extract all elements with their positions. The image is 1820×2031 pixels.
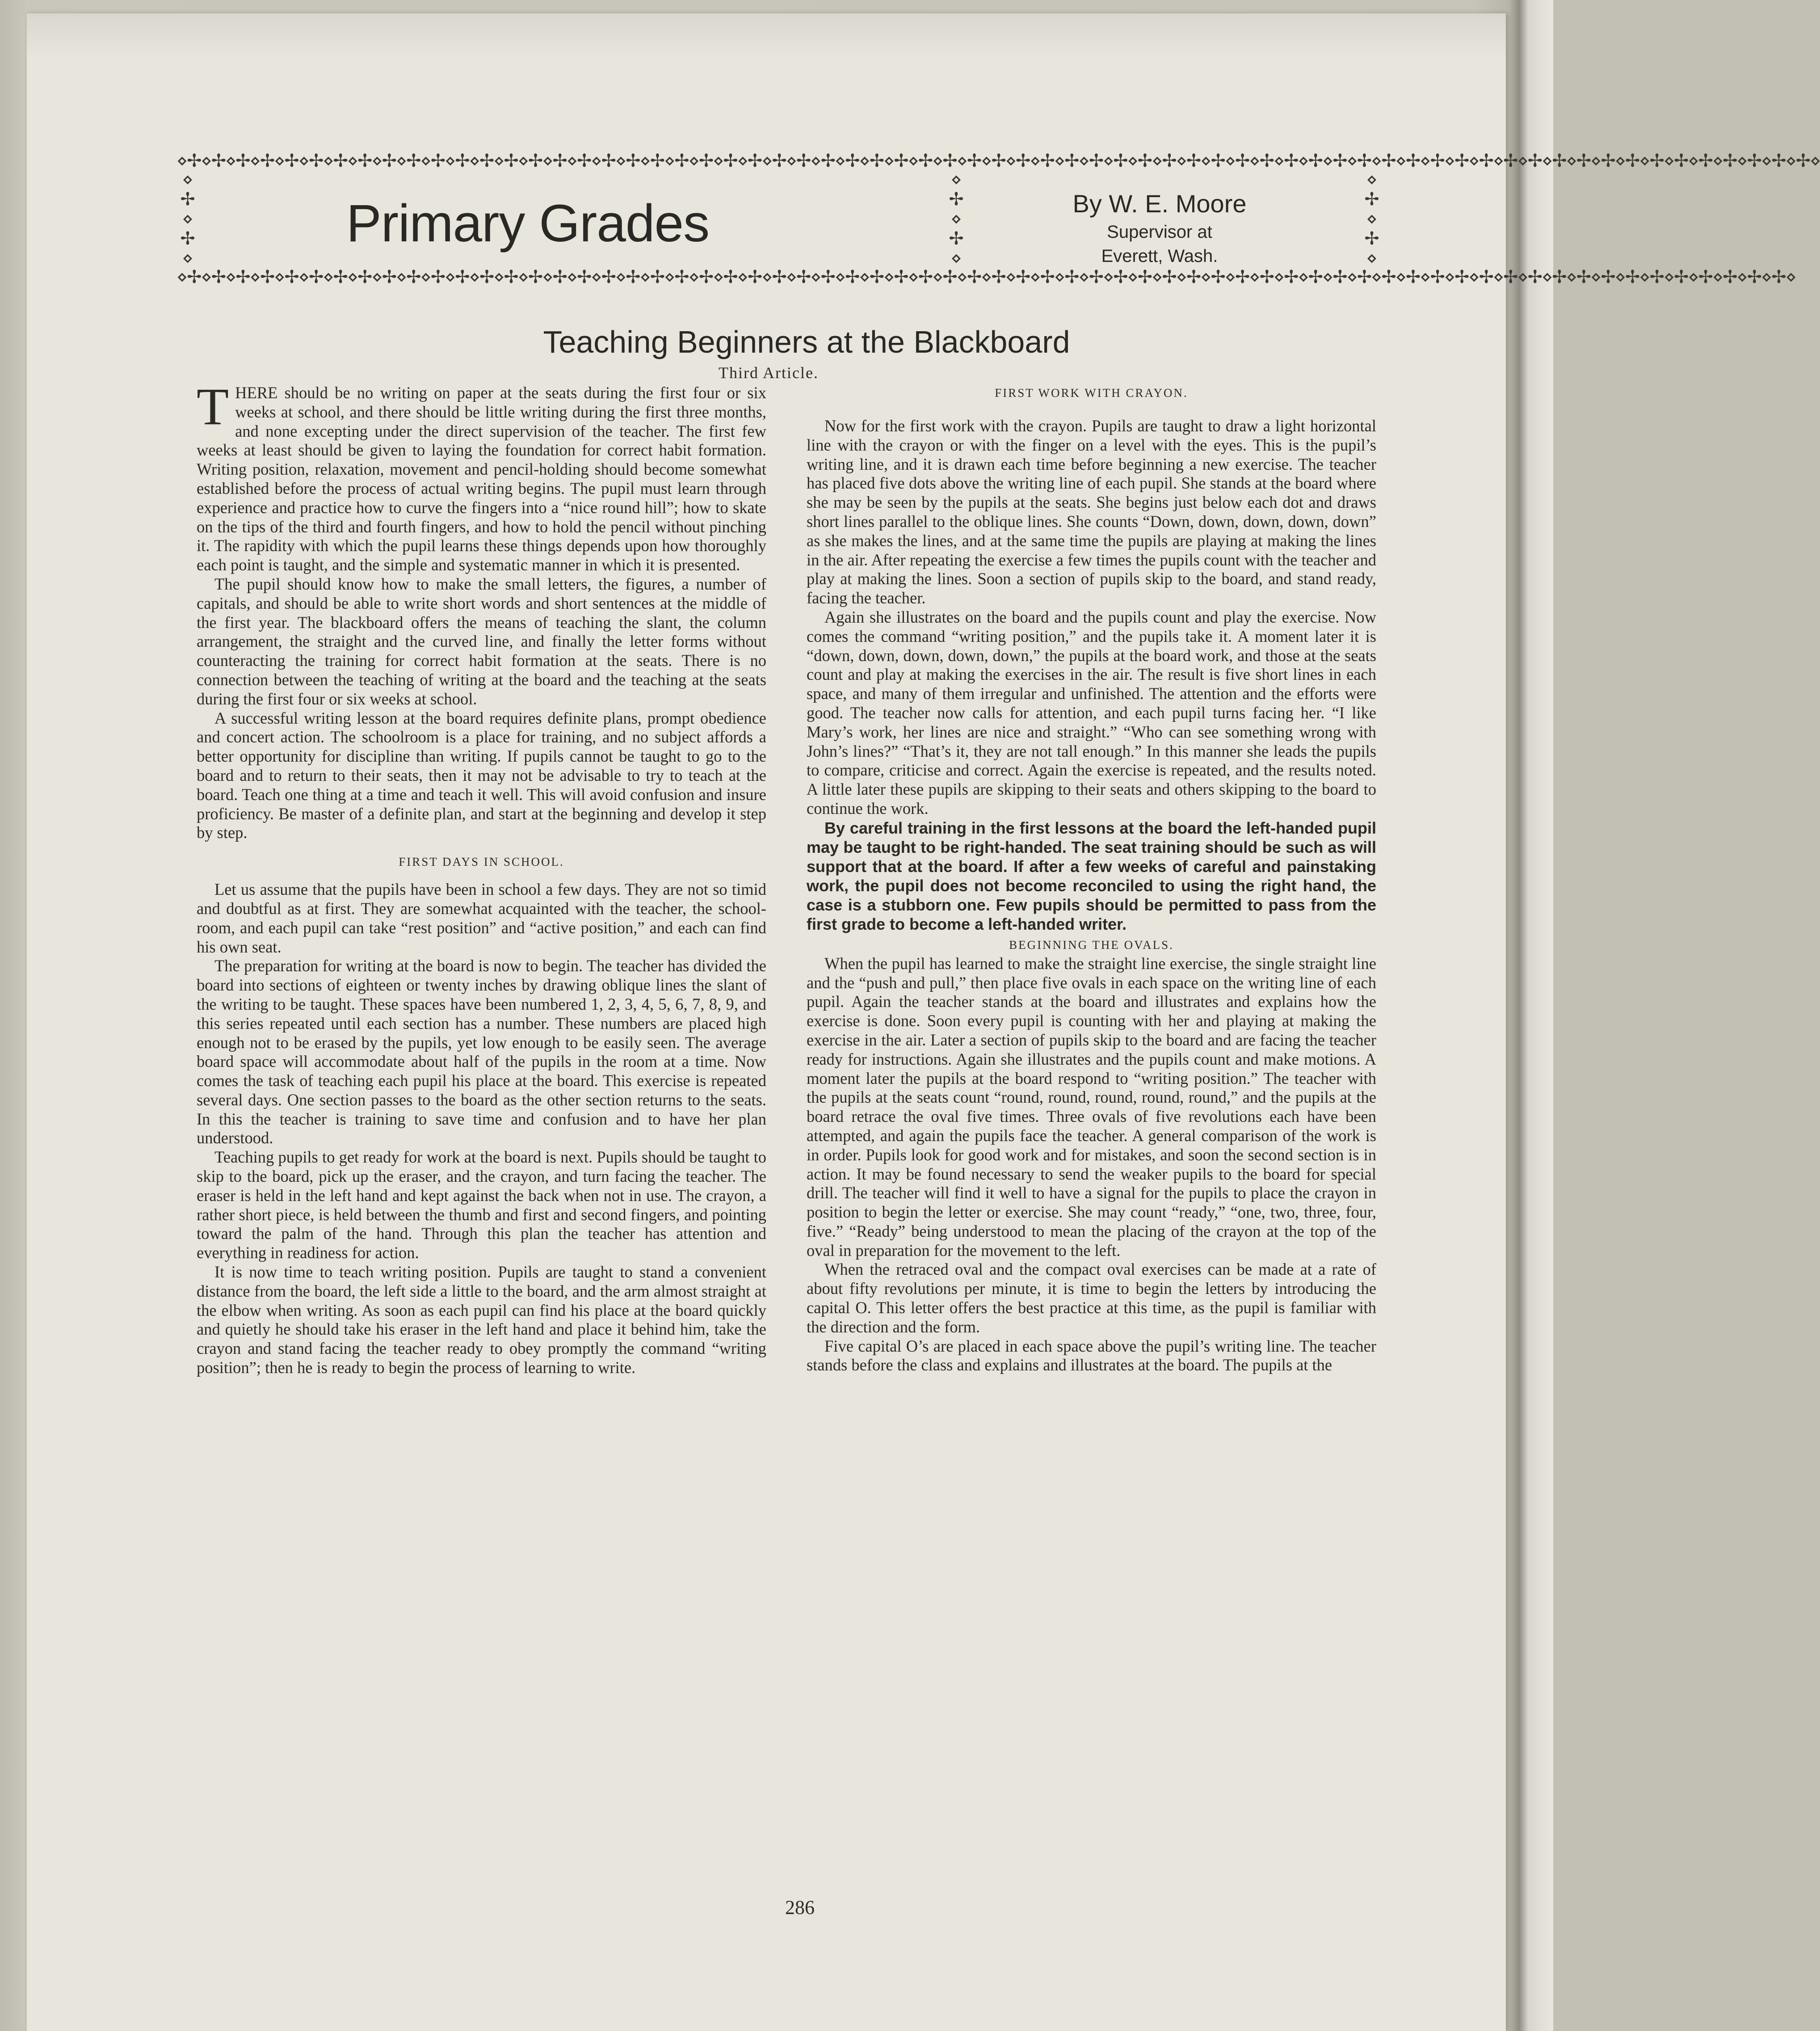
article-title: Teaching Beginners at the Blackboard (543, 324, 1070, 359)
subheading: BEGINNING THE OVALS. (1009, 938, 1174, 952)
subheading: FIRST WORK WITH CRAYON. (995, 386, 1188, 400)
ornamental-border-left: ⋄✢⋄✢⋄ (180, 169, 195, 269)
paragraph (197, 377, 766, 575)
paragraph: Now for the first work with the crayon. Pupils are taught to draw a light horizontal line with the crayon or with the finger on a level with the eyes. This is the pupil’s writing line, and it is drawn each time before beginning a new exercise. The teacher has placed five dots above the writing line of each pupil. She stands at the board where she may be seen by the pupils at the seats. She begins just below each dot and draws short lines parallel to the oblique lines. She counts “Down, down, down, down, down” as she makes the lines, and at the same time the pupils are playing at making the lines in the air. After repeating the exercise a few times the pupils count with the teacher and play at making the lines. Soon a section of pupils skip to the board, and stand ready, facing the teacher. (807, 417, 1376, 607)
bold-paragraph: By careful training in the first lessons at the board the left-handed pupil may be taught to be right-handed. The seat training should be such as will support that at the board. If after a few weeks of careful and painstaking work, the pupil does not become reconciled to using the right hand, the case is a stubborn one. Few pupils should be permitted to pass from the first grade to become a left-handed writer. (807, 818, 1376, 933)
page-top-shadow (27, 13, 1506, 58)
author-name: By W. E. Moore (1072, 190, 1247, 218)
ornamental-border-top: ⋄✢⋄✢⋄✢⋄✢⋄✢⋄✢⋄✢⋄✢⋄✢⋄✢⋄✢⋄✢⋄✢⋄✢⋄✢⋄✢⋄✢⋄✢⋄✢⋄✢⋄✢⋄✢⋄✢⋄✢⋄✢⋄✢⋄✢⋄✢⋄✢⋄✢⋄✢⋄✢⋄✢⋄✢⋄✢⋄✢⋄✢⋄✢⋄✢⋄✢⋄✢⋄✢⋄✢⋄✢⋄✢⋄✢⋄✢⋄✢⋄✢⋄✢⋄✢⋄✢⋄✢⋄✢⋄✢⋄✢⋄✢⋄✢⋄✢⋄✢⋄✢⋄✢⋄✢⋄✢⋄✢⋄✢⋄✢⋄ (177, 151, 1820, 171)
section-header-box (177, 150, 1820, 288)
author-byline (976, 188, 1343, 268)
left-column (197, 377, 766, 1378)
page-number: 286 (785, 1896, 815, 1918)
paragraph-text: HERE should be no writing on paper at the seats during the first four or six weeks at school, and there should be little writing during the first three months, and none excepting under the direct supervision of the teacher. The first few weeks at least should be given to laying the foundation for correct habit formation. Writing position, relaxation, movement and pencil-holding should become somewhat established before the process of actual writing begins. The pupil must learn through experience and practice how to curve the fingers into a “nice round hill”; how to skate on the tips of the third and fourth fingers, and how to hold the pencil without pinching it. The rapidity with which the pupil learns these things depends upon how thoroughly each point is taught, and the simple and systematic manner in which it is presented. (197, 383, 766, 574)
paragraph: A successful writing lesson at the board requires definite plans, prompt obedience and concert action. The schoolroom is a place for training, and no subject affords a better opportunity for discipline than writing. If pupils cannot be taught to go to the board and to return to their seats, then it may not be advisable to try to teach at the board. Teach one thing at a time and teach it well. This will avoid confusion and insure proficiency. Be master of a definite plan, and start at the beginning and develop it step by step. (197, 708, 766, 842)
author-role-line-2: Everett, Wash. (1101, 246, 1218, 266)
subheading: FIRST DAYS IN SCHOOL. (399, 855, 564, 869)
paragraph: Five capital O’s are placed in each space above the pupil’s writing line. The teacher stands before the class and explains and illustrates at the board. The pupils at the (807, 1336, 1376, 1374)
author-role-line-1: Supervisor at (1107, 222, 1212, 242)
paragraph: The preparation for writing at the board is now to begin. The teacher has divided the board into sections of eighteen or twenty inches by drawing oblique lines the slant of the writing to be taught. These spaces have been numbered 1, 2, 3, 4, 5, 6, 7, 8, 9, and this series repeated until each section has a number. These numbers are placed high enough not to be erased by the pupils, yet low enough to be easily seen. The average board space will accommodate about half of the pupils in the room at a time. Now comes the task of teaching each pupil his place at the board. This exercise is repeated several days. One section passes to the board as the other section returns to the seats. In this the teacher is training to save time and confusion and to have her plan understood. (197, 957, 766, 1147)
paragraph: Teaching pupils to get ready for work at the board is next. Pupils should be taught to skip to the board, pick up the eraser, and the crayon, and turn facing the teacher. The eraser is held in the left hand and kept against the back when not in use. The crayon, a rather short piece, is held between the thumb and first and second fingers, and pointing toward the palm of the hand. Through this plan the teacher has attention and everything in readiness for action. (197, 1148, 766, 1262)
ornamental-border-bottom: ⋄✢⋄✢⋄✢⋄✢⋄✢⋄✢⋄✢⋄✢⋄✢⋄✢⋄✢⋄✢⋄✢⋄✢⋄✢⋄✢⋄✢⋄✢⋄✢⋄✢⋄✢⋄✢⋄✢⋄✢⋄✢⋄✢⋄✢⋄✢⋄✢⋄✢⋄✢⋄✢⋄✢⋄✢⋄✢⋄✢⋄✢⋄✢⋄✢⋄✢⋄✢⋄✢⋄✢⋄✢⋄✢⋄✢⋄✢⋄✢⋄✢⋄✢⋄✢⋄✢⋄✢⋄✢⋄✢⋄✢⋄✢⋄✢⋄✢⋄✢⋄✢⋄✢⋄✢⋄✢⋄✢⋄✢⋄ (177, 267, 1796, 287)
section-title: Primary Grades (346, 194, 710, 253)
right-column (807, 383, 1376, 1375)
paragraph: Let us assume that the pupils have been in school a few days. They are not so timid and doubtful as at first. They are somewhat acquainted with the teacher, the school-room, and each pupil can take “rest position” and “active position,” and each can find his own seat. (197, 880, 766, 956)
paragraph: When the retraced oval and the compact oval exercises can be made at a rate of about fifty revolutions per minute, it is time to begin the letters by introducing the capital O. This letter offers the best practice at this time, as the pupil is familiar with the direction and the form. (807, 1260, 1376, 1336)
paragraph: It is now time to teach writing position. Pupils are taught to stand a convenient distance from the board, the left side a little to the board, and the arm almost straight at the elbow when writing. As soon as each pupil can find his place at the board quickly and quietly he should take his eraser in the left hand and place it behind him, take the crayon and stand facing the teacher ready to obey promptly the command “writing position”; then he is ready to begin the process of learning to write. (197, 1263, 766, 1377)
ornamental-border-divider: ⋄✢⋄✢⋄ (949, 169, 964, 269)
paragraph: When the pupil has learned to make the straight line exercise, the single straight line and the “push and pull,” then place five ovals in each space on the writing line of each pupil. Again the teacher stands at the board and illustrates and explains how the exercise is done. Soon every pupil is counting with her and playing at making the exercise in the air. Later a section of pupils skip to the board and are facing the teacher ready for instructions. Again she illustrates and the pupils count and make motions. A moment later the pupils at the board respond to “writing position.” The teacher with the pupils at the seats count “round, round, round, round, round,” and the pupils at the board retrace the oval five times. Three ovals of five revolutions each have been attempted, and again the pupils face the teacher. A general comparison of the work is in order. Pupils look for good work and for mistakes, and soon the second section is in action. It may be found necessary to send the weaker pupils to the board for special drill. The teacher will find it well to have a signal for the pupils to place the crayon in position to begin the letter or exercise. She may count “ready,” “one, two, three, four, five.” “Ready” being understood to mean the placing of the crayon at the top of the oval in preparation for the movement to the left. (807, 954, 1376, 1260)
drop-cap: T (197, 377, 229, 436)
paragraph: The pupil should know how to make the small letters, the figures, a number of capitals, and should be able to write short words and short sentences at the middle of the first year. The blackboard offers the means of teaching the slant, the column arrangement, the straight and the curved line, and finally the letter forms without counteracting the training for correct habit formation at the seats. There is no connection between the teaching of writing at the board and the teaching at the seats during the first four or six weeks at school. (197, 574, 766, 708)
article-subtitle: Third Article. (719, 364, 819, 382)
paragraph: Again she illustrates on the board and the pupils count and play the exercise. Now comes the command “writing position,” and the pupils take it. A moment later it is “down, down, down, down, down,” the pupils at the board work, and those at the seats count and play at making the exercises in the air. The result is five short lines in each space, and many of them irregular and unfinished. The attention and the efforts were good. The teacher now calls for attention, and each pupil turns facing her. “I like Mary’s work, her lines are nice and straight.” “Who can see something wrong with John’s lines?” “That’s it, they are not tall enough.” In this manner she leads the pupils to compare, criticise and correct. Again the exercise is repeated, and the results noted. A little later these pupils are skipping to their seats and others skipping to the board to continue the work. (807, 607, 1376, 817)
ornamental-border-right: ⋄✢⋄✢⋄ (1364, 169, 1379, 269)
